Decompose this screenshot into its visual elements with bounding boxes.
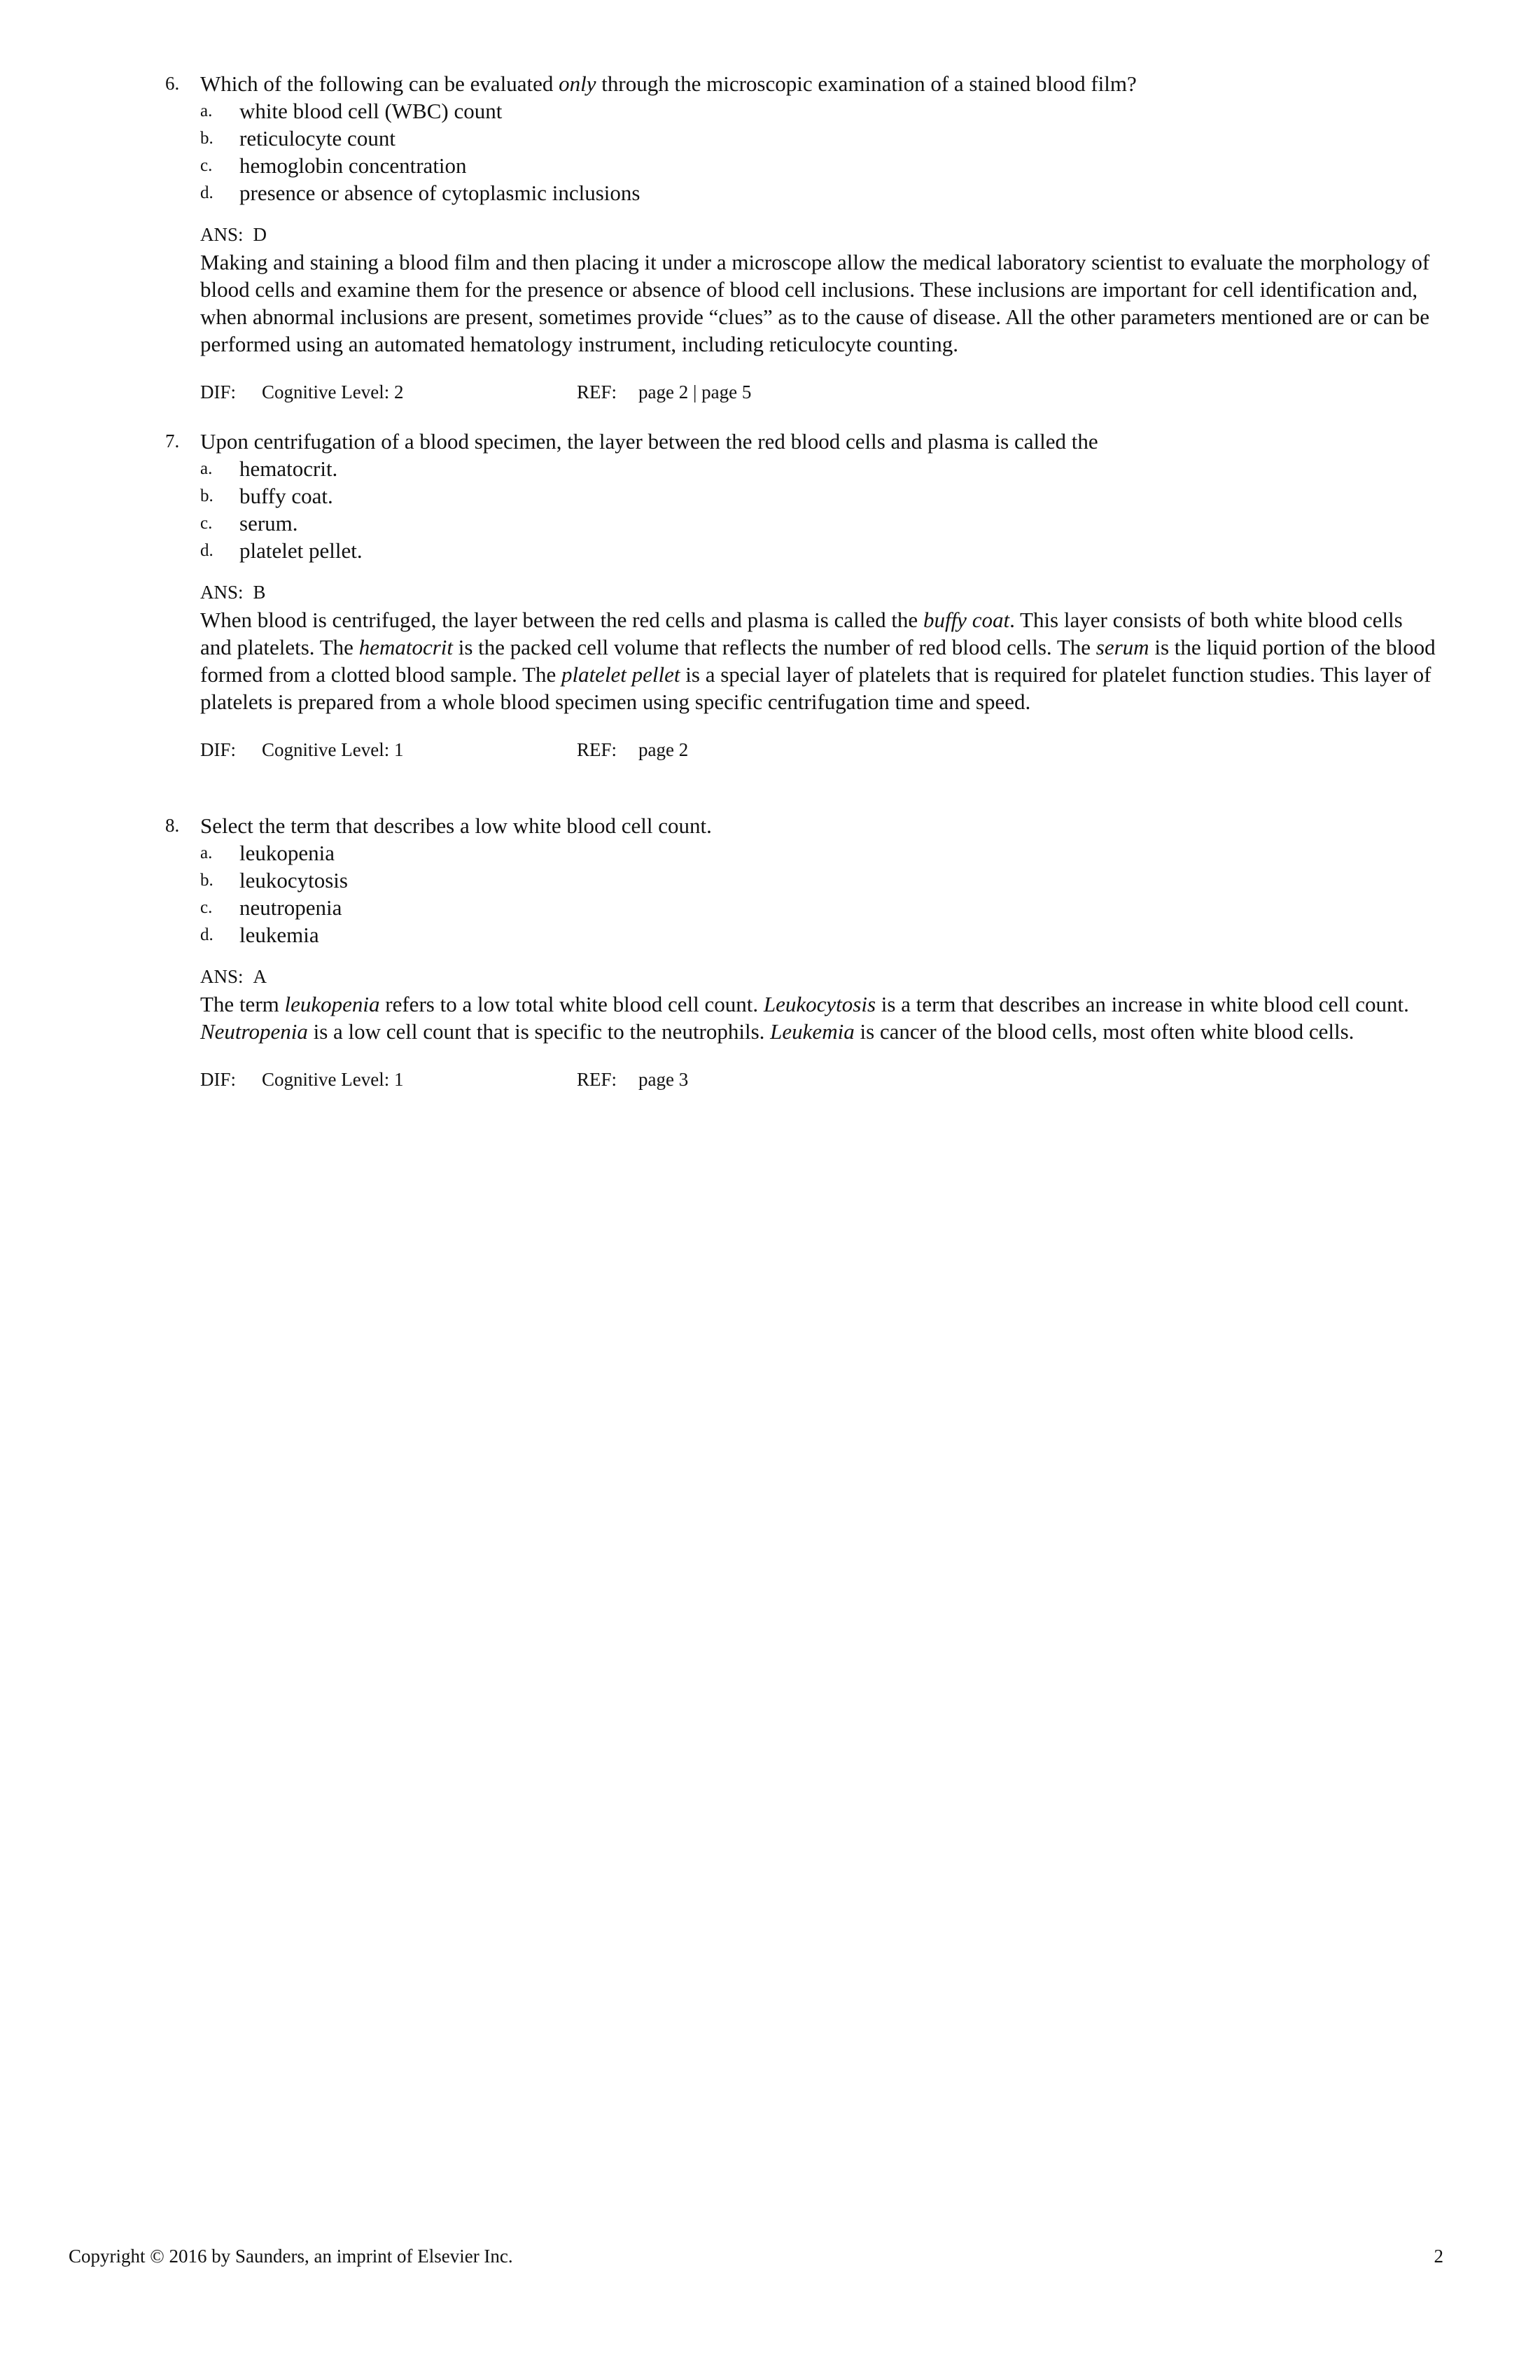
- option-d: [200, 179, 1439, 206]
- option-text: leukemia: [239, 923, 319, 947]
- question-stem: [165, 812, 1439, 839]
- option-text: hematocrit.: [239, 456, 338, 481]
- rationale-term: leukopenia: [284, 992, 380, 1016]
- answer-line: [200, 963, 1439, 990]
- question-meta: [165, 1066, 1439, 1093]
- rationale: [200, 248, 1439, 358]
- dif-value: Cognitive Level: 2: [262, 382, 404, 402]
- option-text: white blood cell (WBC) count: [239, 99, 503, 123]
- option-d: [200, 537, 1439, 564]
- ref-label: REF:: [577, 1069, 617, 1090]
- question-7: [165, 428, 1439, 764]
- option-text: serum.: [239, 511, 298, 536]
- answer-options: [165, 455, 1439, 564]
- option-b: [200, 482, 1439, 510]
- rationale-text: refers to a low total white blood cell count.: [379, 992, 764, 1016]
- option-text: hemoglobin concentration: [239, 153, 467, 178]
- option-text: platelet pellet.: [239, 538, 363, 563]
- dif-value: Cognitive Level: 1: [262, 1069, 404, 1090]
- rationale-text: is a special layer of platelets that is required for platelet function studies. This layer of platelets is prepared from a whole blood specimen using specific centrifugation time and speed.: [200, 662, 1432, 714]
- question-number: 8.: [165, 815, 180, 836]
- rationale-term: serum: [1096, 635, 1149, 659]
- answer-label: ANS:: [200, 582, 244, 603]
- answer-label: ANS:: [200, 224, 244, 245]
- rationale-text: is a low cell count that is specific to the neutrophils.: [307, 1019, 771, 1044]
- question-stem: [165, 70, 1439, 97]
- rationale-term: Leukocytosis: [763, 992, 876, 1016]
- rationale: [200, 606, 1439, 715]
- stem-text: Which of the following can be evaluated: [200, 71, 559, 96]
- dif-label: DIF:: [200, 382, 237, 402]
- rationale-term: hematocrit: [358, 635, 453, 659]
- option-letter: b.: [200, 871, 214, 890]
- ref-label: REF:: [577, 739, 617, 760]
- rationale-text: Making and staining a blood film and then placing it under a microscope allow the medical laboratory scientist to evaluate the morphology of blood cells and examine them for the presence or absence of blood cell inclusions. These inclusions are important for cell identification and, when abnormal inclusions are present, sometimes provide “clues” as to the cause of disease. All the other parameters mentioned are or can be performed using an automated hematology instrument, including reticulocyte counting.: [200, 250, 1430, 356]
- option-letter: b.: [200, 129, 214, 148]
- option-a: [200, 97, 1439, 125]
- rationale-text: is cancer of the blood cells, most often white blood cells.: [854, 1019, 1354, 1044]
- answer-options: [165, 97, 1439, 206]
- rationale-term: Leukemia: [770, 1019, 855, 1044]
- rationale-term: platelet pellet: [561, 662, 680, 687]
- dif-label: DIF:: [200, 1069, 237, 1090]
- option-letter: d.: [200, 541, 214, 560]
- question-number: 6.: [165, 73, 180, 94]
- answer-line: [200, 221, 1439, 248]
- ref-label: REF:: [577, 382, 617, 402]
- question-meta: [165, 736, 1439, 764]
- question-number: 7.: [165, 430, 180, 451]
- option-letter: c.: [200, 156, 213, 175]
- stem-text: Select the term that describes a low white blood cell count.: [200, 813, 712, 838]
- option-text: leukocytosis: [239, 868, 348, 892]
- option-c: [200, 894, 1439, 921]
- option-b: [200, 125, 1439, 152]
- option-a: [200, 839, 1439, 867]
- option-text: leukopenia: [239, 841, 335, 865]
- question-8: [165, 812, 1439, 1093]
- option-letter: d.: [200, 925, 214, 944]
- stem-text: through the microscopic examination of a stained blood film?: [596, 71, 1137, 96]
- answer-value: B: [253, 582, 266, 603]
- answer-label: ANS:: [200, 966, 244, 987]
- answer-line: [200, 579, 1439, 606]
- option-letter: a.: [200, 102, 213, 120]
- option-letter: a.: [200, 459, 213, 478]
- dif-label: DIF:: [200, 739, 237, 760]
- option-letter: c.: [200, 898, 213, 917]
- option-letter: d.: [200, 183, 214, 202]
- rationale-text: The term: [200, 992, 285, 1016]
- ref-value: page 2 | page 5: [638, 382, 752, 402]
- option-a: [200, 455, 1439, 482]
- rationale-text: is a term that describes an increase in white blood cell count.: [876, 992, 1409, 1016]
- stem-text: Upon centrifugation of a blood specimen, the layer between the red blood cells and plasma is called the: [200, 429, 1098, 454]
- rationale-text: When blood is centrifuged, the layer between the red cells and plasma is called the: [200, 608, 923, 632]
- option-letter: b.: [200, 486, 214, 505]
- rationale-term: buffy coat: [923, 608, 1010, 632]
- dif-value: Cognitive Level: 1: [262, 739, 404, 760]
- rationale: [200, 990, 1439, 1045]
- answer-options: [165, 839, 1439, 948]
- answer-block: [165, 579, 1439, 715]
- answer-value: D: [253, 224, 267, 245]
- ref-value: page 3: [638, 1069, 689, 1090]
- rationale-term: Neutropenia: [200, 1019, 308, 1044]
- option-b: [200, 867, 1439, 894]
- copyright-text: Copyright © 2016 by Saunders, an imprint of Elsevier Inc.: [69, 2246, 513, 2267]
- option-text: presence or absence of cytoplasmic inclusions: [239, 181, 640, 205]
- stem-text-italic: only: [559, 71, 596, 96]
- question-stem: [165, 428, 1439, 455]
- answer-block: [165, 221, 1439, 358]
- option-letter: c.: [200, 514, 213, 533]
- option-c: [200, 152, 1439, 179]
- rationale-text: . This layer consists of both white blood cells and platelets. The: [200, 608, 1403, 659]
- answer-value: A: [253, 966, 267, 987]
- option-letter: a.: [200, 844, 213, 862]
- page-number: 2: [1434, 2246, 1443, 2267]
- answer-block: [165, 963, 1439, 1045]
- option-d: [200, 921, 1439, 948]
- rationale-text: is the liquid portion of the blood formed from a clotted blood sample. The: [200, 635, 1436, 687]
- rationale-text: is the packed cell volume that reflects the number of red blood cells. The: [453, 635, 1096, 659]
- option-text: neutropenia: [239, 895, 342, 920]
- option-text: buffy coat.: [239, 484, 333, 508]
- ref-value: page 2: [638, 739, 689, 760]
- question-6: [165, 70, 1439, 406]
- question-meta: [165, 379, 1439, 406]
- option-c: [200, 510, 1439, 537]
- option-text: reticulocyte count: [239, 126, 396, 150]
